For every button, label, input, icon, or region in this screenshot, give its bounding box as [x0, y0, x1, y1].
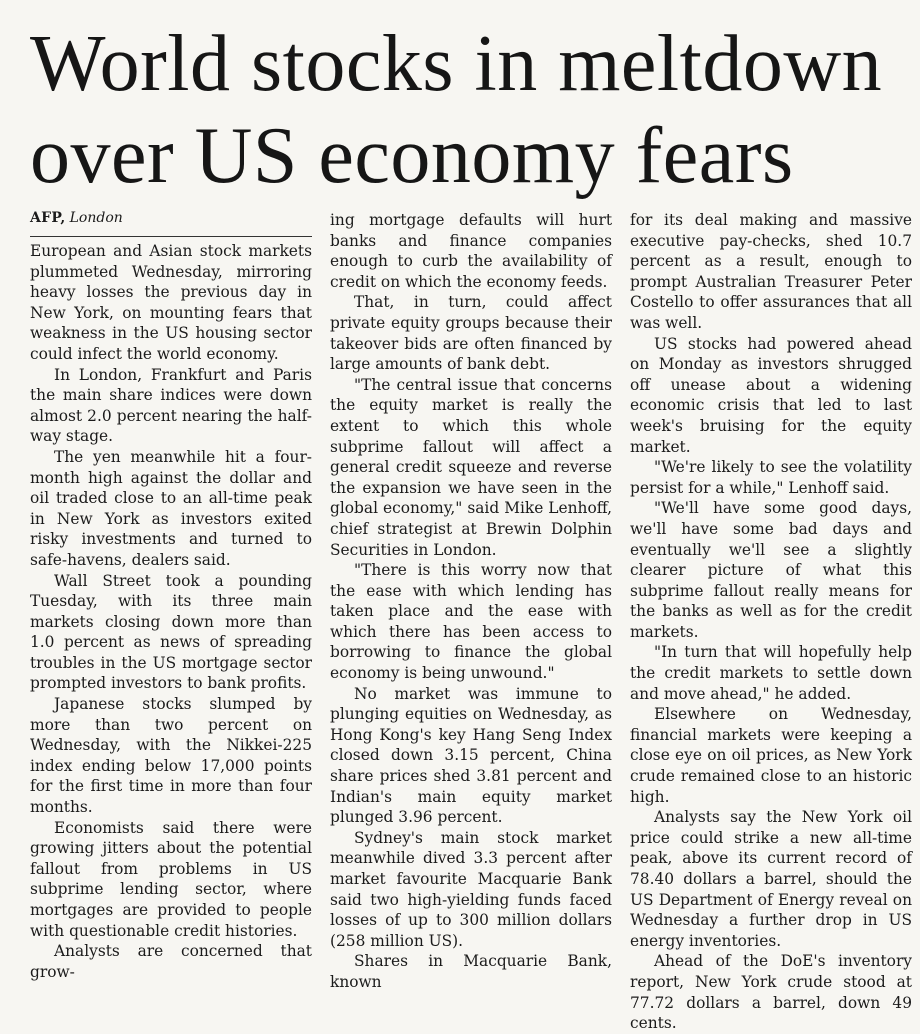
paragraph: US stocks had powered ahead on Monday as investors shrugged off unease about a widening economic crisis that led to last week's bruising for the equity market. [630, 334, 912, 456]
headline-line-1: World stocks in meltdown [30, 20, 883, 108]
paragraph: for its deal making and massive executive pay-checks, shed 10.7 percent as a result, enough to prompt Australian Treasurer Peter Costello to offer assurances that all was well. [630, 211, 912, 332]
paragraph: Japanese stocks slumped by more than two percent on Wednesday, with the Nikkei-225 index ending below 17,000 points for the first time in more than four months. [30, 695, 312, 817]
paragraph: ing mortgage defaults will hurt banks and finance companies enough to curb the availability of credit on which the economy feeds. [330, 211, 612, 291]
paragraph: That, in turn, could affect private equity groups because their takeover bids are often financed by large amounts of bank debt. [330, 293, 612, 374]
column-1 [30, 208, 312, 981]
paragraph: The yen meanwhile hit a four-month high against the dollar and oil traded close to an all-time peak in New York as investors exited risky investments and turned to safe-havens, dealers said. [30, 447, 312, 569]
paragraph: Analysts are concerned that grow- [30, 942, 312, 981]
byline-agency: AFP, [30, 210, 66, 226]
byline-location: London [69, 210, 123, 226]
paragraph: Sydney's main stock market meanwhile dived 3.3 percent after market favourite Macquarie Bank said two high-yielding funds faced losses of up to 300 million dollars (258 million US). [330, 828, 612, 950]
paragraph: European and Asian stock markets plummeted Wednesday, mirroring heavy losses the previous day in New York, on mounting fears that weakness in the US housing sector could infect the world economy. [30, 242, 312, 363]
article-body [30, 208, 914, 1033]
paragraph: "The central issue that concerns the equity market is really the extent to which this whole subprime fallout will affect a general credit squeeze and reverse the expansion we have seen in the global economy," said Mike Lenhoff, chief strategist at Brewin Dolphin Securities in London. [330, 375, 612, 559]
paragraph: "There is this worry now that the ease with which lending has taken place and the ease with which there has been access to borrowing to finance the global economy is being unwound." [330, 561, 612, 683]
paragraph: In London, Frankfurt and Paris the main share indices were down almost 2.0 percent nearing the half-way stage. [30, 365, 312, 446]
paragraph: Ahead of the DoE's inventory report, New York crude stood at 77.72 dollars a barrel, down 49 cents. [630, 952, 912, 1033]
paragraph: Analysts say the New York oil price could strike a new all-time peak, above its current record of 78.40 dollars a barrel, should the US Department of Energy reveal on Wednesday a further drop in US energy inventories. [630, 808, 912, 950]
byline [30, 208, 312, 237]
paragraph: No market was immune to plunging equities on Wednesday, as Hong Kong's key Hang Seng Index closed down 3.15 percent, China share prices shed 3.81 percent and Indian's main equity market plunged 3.96 percent. [330, 684, 612, 827]
paragraph: Elsewhere on Wednesday, financial markets were keeping a close eye on oil prices, as New York crude remained close to an historic high. [630, 705, 912, 806]
paragraph: Shares in Macquarie Bank, known [330, 952, 612, 991]
paragraph: Economists said there were growing jitters about the potential fallout from problems in US subprime lending sector, where mortgages are provided to people with questionable credit histories. [30, 818, 312, 940]
headline [30, 0, 914, 202]
paragraph: Wall Street took a pounding Tuesday, with its three main markets closing down more than 1.0 percent as news of spreading troubles in the US mortgage sector prompted investors to bank profits. [30, 571, 312, 693]
paragraph: "We're likely to see the volatility persist for a while," Lenhoff said. [630, 458, 912, 497]
column-3 [630, 208, 912, 1033]
headline-line-2: over US economy fears [30, 112, 794, 200]
paragraph: "We'll have some good days, we'll have some bad days and eventually we'll see a slightly clearer picture of what this subprime fallout really means for the banks as well as for the credit markets. [630, 499, 912, 641]
column-2 [330, 208, 612, 991]
paragraph: "In turn that will hopefully help the credit markets to settle down and move ahead," he added. [630, 643, 912, 703]
